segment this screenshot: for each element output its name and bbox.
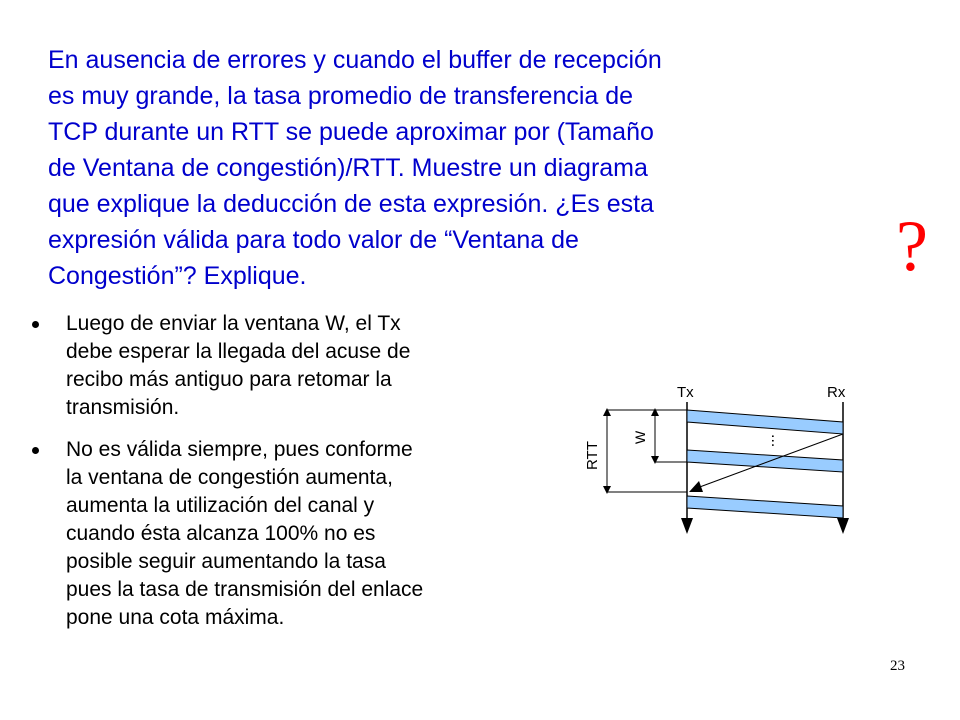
answer-line: pues la tasa de transmisión del enlace xyxy=(66,578,424,601)
rtt-label: RTT xyxy=(584,441,601,470)
answer-line: recibo más antiguo para retomar la xyxy=(66,368,392,391)
question-text xyxy=(48,42,848,294)
question-line: que explique la deducción de esta expresión. ¿Es esta xyxy=(48,190,654,218)
answer-line: transmisión. xyxy=(66,396,180,419)
bullet-dot-icon xyxy=(32,447,39,454)
question-line: En ausencia de errores y cuando el buffer de recepción xyxy=(48,46,662,74)
segment-band xyxy=(687,410,843,434)
question-line: TCP durante un RTT se puede aproximar por (Tamaño xyxy=(48,118,654,146)
question-line: expresión válida para todo valor de “Ventana de xyxy=(48,226,579,254)
answer-line: Luego de enviar la ventana W, el Tx xyxy=(66,312,401,335)
segment-band xyxy=(687,450,843,472)
question-line: es muy grande, la tasa promedio de transferencia de xyxy=(48,82,634,110)
bullet-dot-icon xyxy=(32,321,39,328)
answer-line: posible seguir aumentando la tasa xyxy=(66,550,386,573)
rx-label: Rx xyxy=(827,384,846,401)
answer-line: No es válida siempre, pues conforme xyxy=(66,438,413,461)
w-bracket xyxy=(651,408,687,464)
answer-line: aumenta la utilización del canal y xyxy=(66,494,375,517)
rtt-bracket xyxy=(603,408,687,494)
answer-line: la ventana de congestión aumenta, xyxy=(66,466,393,489)
answer-line: pone una cota máxima. xyxy=(66,606,285,629)
answer-line: cuando ésta alcanza 100% no es xyxy=(66,522,376,545)
tx-label: Tx xyxy=(677,384,694,401)
page-number: 23 xyxy=(890,658,905,674)
ellipsis: ... xyxy=(768,434,785,448)
question-line: Congestión”? Explique. xyxy=(48,262,307,290)
answer-item xyxy=(30,310,580,422)
answer-line: debe esperar la llegada del acuse de xyxy=(66,340,411,363)
question-line: de Ventana de congestión)/RTT. Muestre un diagrama xyxy=(48,154,648,182)
segment-band xyxy=(687,496,843,518)
answer-item xyxy=(30,436,580,632)
window-timing-diagram xyxy=(575,380,865,550)
answer-list xyxy=(30,310,580,646)
w-label: W xyxy=(632,430,648,444)
question-mark: ? xyxy=(896,206,928,286)
